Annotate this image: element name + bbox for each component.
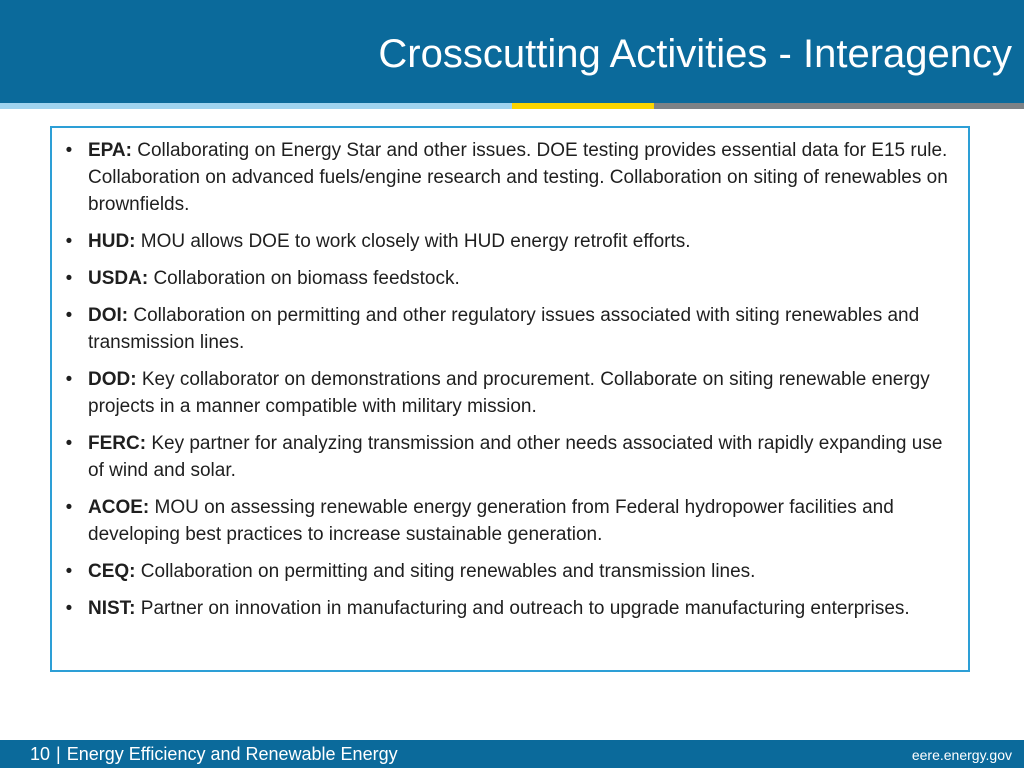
bullet-label: ACOE: (88, 497, 150, 518)
bullet-label: EPA: (88, 140, 132, 161)
bullet-item-ceq (60, 558, 960, 585)
bullet-label: NIST: (88, 598, 136, 619)
bullet-icon: • (65, 433, 73, 454)
bullet-icon: • (65, 561, 73, 582)
bullet-label: USDA: (88, 268, 149, 289)
accent-stripe-light-blue (0, 103, 512, 109)
slide-title: Crosscutting Activities - Interagency (378, 32, 1012, 76)
bullet-icon: • (65, 305, 73, 326)
bullet-item-nist (60, 595, 960, 622)
bullet-text: Collaboration on permitting and other regulatory issues associated with siting renewables and transmission lines. (88, 305, 920, 353)
agency-bullet-list (60, 137, 960, 632)
content-box (50, 126, 970, 672)
bullet-item-doi (60, 302, 960, 356)
bullet-icon: • (65, 369, 73, 390)
bullet-item-usda (60, 265, 960, 292)
org-name: Energy Efficiency and Renewable Energy (66, 744, 398, 764)
bullet-text: MOU on assessing renewable energy generation from Federal hydropower facilities and developing best practices to increase sustainable generation. (88, 497, 894, 545)
bullet-icon: • (65, 268, 73, 289)
accent-stripe-gray (654, 103, 1024, 109)
bullet-text: Collaboration on biomass feedstock. (148, 268, 460, 289)
bullet-label: HUD: (88, 231, 136, 252)
bullet-item-dod (60, 366, 960, 420)
slide-header (0, 0, 1024, 103)
bullet-item-hud (60, 228, 960, 255)
footer-left (30, 743, 398, 765)
bullet-item-acoe (60, 494, 960, 548)
accent-stripe-yellow (512, 103, 654, 109)
bullet-text: Partner on innovation in manufacturing and outreach to upgrade manufacturing enterprises. (135, 598, 910, 619)
bullet-label: CEQ: (88, 561, 136, 582)
website-link[interactable]: eere.energy.gov (911, 747, 1012, 763)
bullet-text: Collaborating on Energy Star and other issues. DOE testing provides essential data for E15 rule. Collaboration on advanced fuels/engine research and testing. Collaboration on siting of renewables on brownfields. (88, 140, 948, 215)
bullet-icon: • (65, 497, 73, 518)
bullet-text: Key partner for analyzing transmission and other needs associated with rapidly expanding use of wind and solar. (88, 433, 943, 481)
bullet-icon: • (65, 598, 73, 619)
bullet-icon: • (65, 140, 73, 161)
bullet-text: Key collaborator on demonstrations and procurement. Collaborate on siting renewable energy projects in a manner compatible with military mission. (88, 369, 930, 417)
bullet-label: DOI: (88, 305, 129, 326)
bullet-text: MOU allows DOE to work closely with HUD energy retrofit efforts. (135, 231, 691, 252)
slide-footer (0, 740, 1024, 768)
footer-separator: | (56, 744, 61, 764)
bullet-item-ferc (60, 430, 960, 484)
bullet-text: Collaboration on permitting and siting renewables and transmission lines. (135, 561, 756, 582)
bullet-label: DOD: (88, 369, 137, 390)
bullet-label: FERC: (88, 433, 147, 454)
page-number: 10 (30, 744, 51, 764)
bullet-item-epa (60, 137, 960, 218)
bullet-icon: • (65, 231, 73, 252)
